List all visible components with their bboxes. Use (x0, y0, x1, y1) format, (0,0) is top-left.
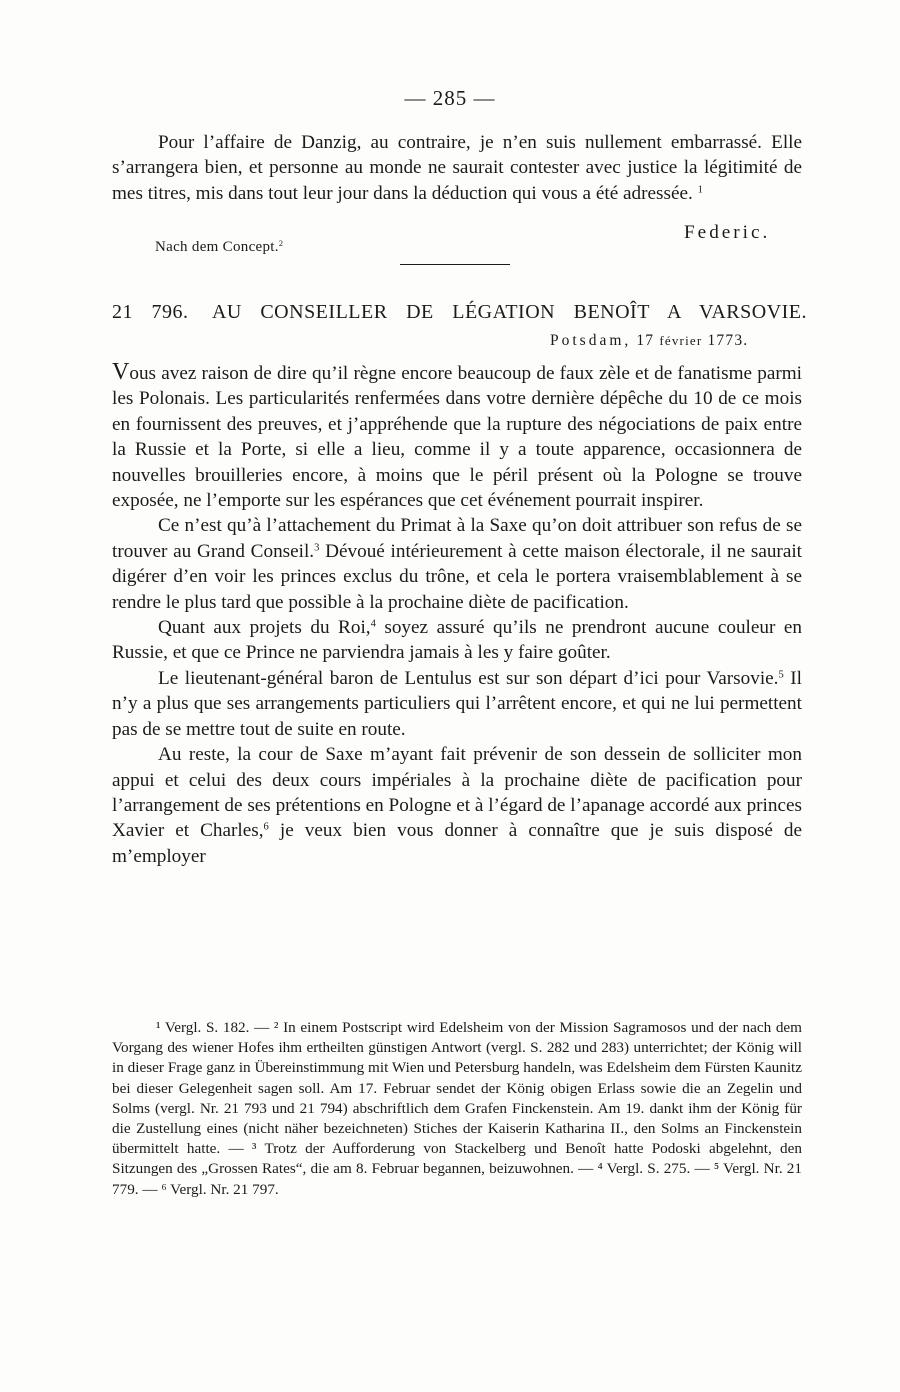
source-note (155, 239, 283, 256)
letter-title: AU CONSEILLER DE LÉGATION BENOÎT A VARSOVIE. (211, 301, 808, 323)
footnote-ref-4: 4 (370, 618, 376, 630)
footnote-ref-5: 5 (778, 669, 784, 681)
paragraph-5-text-b: je veux bien vous donner à connaître que je suis disposé de m’employer (112, 820, 802, 867)
paragraph-4 (112, 666, 802, 742)
dateline-place: Potsdam, (550, 332, 632, 349)
paragraph-5 (112, 742, 802, 869)
dateline-day: 17 (636, 332, 655, 349)
initial-letter: V (112, 359, 130, 385)
paragraph-4-text-a: Le lieutenant-général baron de Lentulus est sur son départ d’ici pour Varsovie. (158, 667, 779, 689)
previous-letter-paragraph (112, 130, 802, 206)
footnotes-text: ¹ Vergl. S. 182. — ² In einem Postscript wird Edelsheim von der Mission Sagramosos und der nach dem Vorgang des wiener Hofes ihm ertheilten günstigen Antwort (vergl. S. 282 und 283) unterrichtet; der König will in dieser Frage ganz in Übereinstimmung mit Wien und Petersburg handeln, was Edelsheim dem Fürsten Kaunitz bei dieser Gelegenheit sagen soll. Am 17. Februar sendet der König obigen Erlass sowie die an Zegelin und Solms (vergl. Nr. 21 793 und 21 794) abschriftlich dem Grafen Finckenstein. Am 19. dankt ihm der König für die Zustellung eines (nicht näher bezeichneten) Stiches der Kaiserin Katharina II., den Solms an Finckenstein übermittelt hatte. — ³ Trotz der Aufforderung von Stackelberg und Benoît hatte Podoski abgelehnt, den Sitzungen des „Grossen Rates“, die am 8. Februar begannen, beizuwohnen. — ⁴ Vergl. S. 275. — ⁵ Vergl. Nr. 21 779. — ⁶ Vergl. Nr. 21 797. (112, 1019, 802, 1198)
paragraph-5-text-a: Au reste, la cour de Saxe m’ayant fait prévenir de son dessein de solliciter mon appui et celui des deux cours impériales à la prochaine diète de pacification pour l’arrangement de ses prétentions en Pologne et à l’égard de l’apanage accordé aux princes Xavier et Charles, (112, 744, 802, 842)
paragraph-3-text-b: soyez assuré qu’ils ne prendront aucune couleur en Russie, et que ce Prince ne parviendra jamais à les y faire goûter. (112, 617, 802, 664)
dateline (550, 332, 748, 350)
paragraph-1 (112, 360, 802, 513)
paragraph-1-text: ous avez raison de dire qu’il règne encore beaucoup de faux zèle et de fanatisme parmi les Polonais. Les particularités renfermées dans votre dernière dépêche du 10 de ce mois en fournissent des preuves, et j’appréhende que la rupture des négociations de paix entre la Russie et la Porte, si elle a lieu, comme il y a toute apparence, occasionnera de nouvelles brouilleries encore, à moins que le péril présent où la Pologne se trouve exposée, ne l’emporte sur les espérances que cet événement pourrait inspirer. (112, 363, 802, 512)
dateline-month: février (659, 333, 703, 348)
paragraph-2-text-b: Dévoué intérieurement à cette maison électorale, il ne saurait digérer d’en voir les princes exclus du trône, et cela le portera vraisemblablement à se rendre le plus tard que possible à la prochaine diète de pacification. (112, 540, 802, 613)
letter-heading (112, 299, 807, 325)
paragraph-4-text-b: Il n’y a plus que ses arrangements particuliers qui l’arrêtent encore, et qui ne lui permettent pas de se mettre tout de suite en route. (112, 667, 803, 740)
letter-number: 21 796. (112, 301, 189, 323)
footnote-ref-6: 6 (263, 821, 269, 833)
previous-letter-text: Pour l’affaire de Danzig, au contraire, je n’en suis nullement embarrassé. Elle s’arrangera bien, et personne au monde ne saurait contester avec justice la légitimité de mes titres, mis dans tout leur jour dans la déduction qui vous a été adressée. (112, 132, 802, 204)
signature: Federic. (684, 222, 771, 243)
paragraph-2 (112, 513, 802, 615)
section-divider (400, 264, 510, 265)
source-note-text: Nach dem Concept. (155, 239, 279, 255)
paragraph-2-text-a: Ce n’est qu’à l’attachement du Primat à la Saxe qu’on doit attribuer son refus de se trouver au Grand Conseil. (112, 515, 802, 562)
footnote-ref-2: 2 (278, 239, 284, 249)
footnote-ref-1: 1 (697, 184, 703, 196)
dateline-year: 1773. (707, 332, 749, 349)
footnote-ref-3: 3 (314, 542, 320, 554)
letter-body (112, 360, 802, 869)
paragraph-3-text-a: Quant aux projets du Roi, (158, 617, 371, 639)
page-number: — 285 — (404, 86, 496, 110)
footnotes (112, 1018, 802, 1200)
paragraph-3 (112, 615, 802, 666)
previous-letter-ending (112, 130, 802, 206)
